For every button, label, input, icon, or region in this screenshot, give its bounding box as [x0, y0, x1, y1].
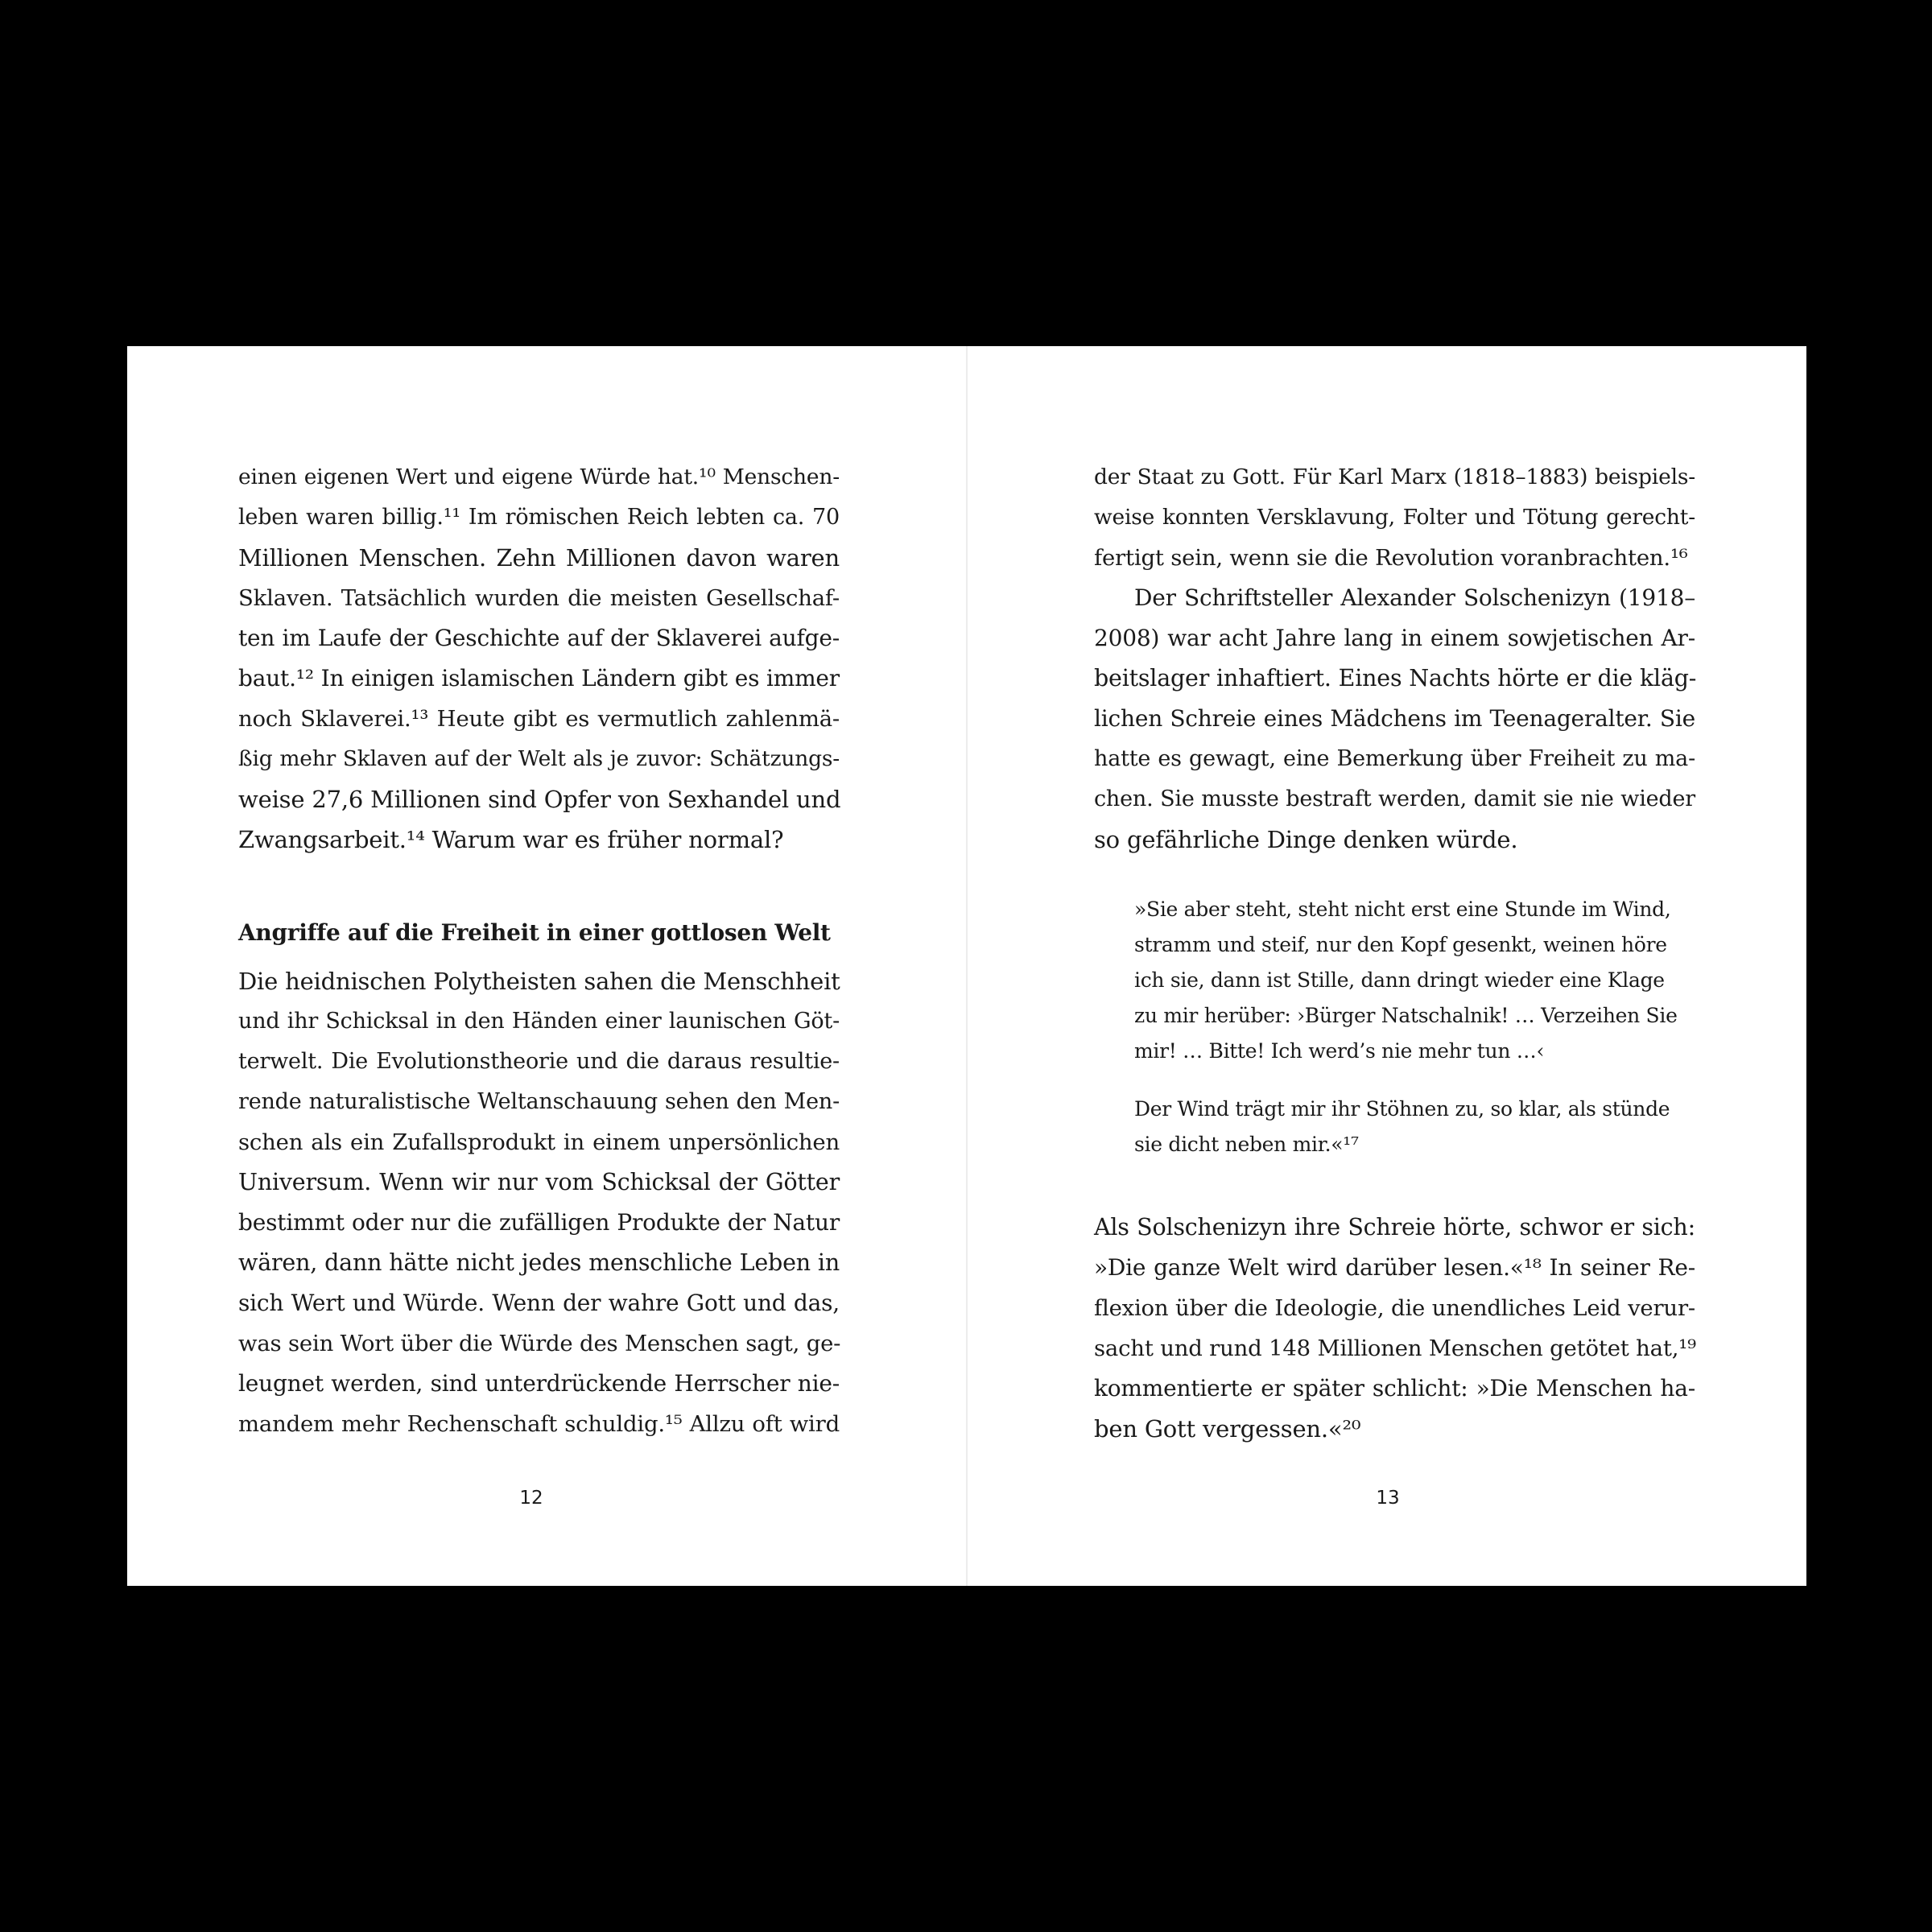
quote-line: mir! … Bitte! Ich werd’s nie mehr tun …‹: [1134, 1039, 1545, 1063]
quote-line: sie dicht neben mir.«¹⁷: [1134, 1133, 1359, 1156]
text-line: Sklaven. Tatsächlich wurden die meisten Gesellschaf-: [238, 585, 840, 611]
text-line: leugnet werden, sind unterdrückende Herrscher nie-: [238, 1370, 840, 1397]
text-line: chen. Sie musste bestraft werden, damit sie nie wieder: [1094, 786, 1695, 811]
text-line: leben waren billig.¹¹ Im römischen Reich lebten ca. 70: [238, 505, 840, 530]
text-line: und ihr Schicksal in den Händen einer launischen Göt-: [238, 1009, 840, 1034]
text-line: Der Schriftsteller Alexander Solschenizyn (1918–: [1134, 584, 1695, 611]
text-line: 2008) war acht Jahre lang in einem sowjetischen Ar-: [1094, 625, 1695, 651]
left-text-column: [238, 457, 840, 1444]
quote-gap: [1134, 1069, 1695, 1092]
page-number: 13: [1376, 1488, 1400, 1509]
quote-line: ich sie, dann ist Stille, dann dringt wieder eine Klage: [1134, 968, 1665, 992]
text-line: beitslager inhaftiert. Eines Nachts hörte er die kläg-: [1094, 665, 1697, 691]
text-line: baut.¹² In einigen islamischen Ländern gibt es immer: [238, 665, 840, 691]
text-line: sich Wert und Würde. Wenn der wahre Gott und das,: [238, 1290, 840, 1316]
text-line: terwelt. Die Evolutionstheorie und die daraus resultie-: [238, 1049, 840, 1074]
text-line: bestimmt oder nur die zufälligen Produkte der Natur: [238, 1209, 840, 1236]
section-heading: Angriffe auf die Freiheit in einer gottlosen Welt: [238, 919, 831, 946]
text-line: ten im Laufe der Geschichte auf der Sklaverei aufge-: [238, 625, 840, 651]
text-line: lichen Schreie eines Mädchens im Teenageralter. Sie: [1094, 705, 1695, 732]
text-line: einen eigenen Wert und eigene Würde hat.¹⁰ Menschen-: [238, 464, 840, 489]
text-line: Als Solschenizyn ihre Schreie hörte, schwor er sich:: [1094, 1214, 1695, 1241]
text-line: rende naturalistische Weltanschauung sehen den Men-: [238, 1089, 840, 1114]
text-line: Zwangsarbeit.¹⁴ Warum war es früher normal?: [238, 826, 784, 853]
quote-line: zu mir herüber: ›Bürger Natschalnik! … Verzeihen Sie: [1134, 1004, 1678, 1027]
text-line: noch Sklaverei.¹³ Heute gibt es vermutlich zahlenmä-: [238, 706, 840, 732]
text-line: sacht und rund 148 Millionen Menschen getötet hat,¹⁹: [1094, 1335, 1696, 1361]
book-spread: [127, 346, 1806, 1586]
text-line: kommentierte er später schlicht: »Die Menschen ha-: [1094, 1375, 1695, 1402]
text-line: mandem mehr Rechenschaft schuldig.¹⁵ Allzu oft wird: [238, 1411, 840, 1437]
text-line: hatte es gewagt, eine Bemerkung über Freiheit zu ma-: [1094, 746, 1695, 771]
text-line: fertigt sein, wenn sie die Revolution voranbrachten.¹⁶: [1094, 545, 1688, 571]
paragraph: [1094, 1208, 1695, 1449]
text-line: schen als ein Zufallsprodukt in einem unpersönlichen: [238, 1129, 840, 1155]
text-line: Millionen Menschen. Zehn Millionen davon waren: [238, 544, 840, 572]
paragraph: [1094, 457, 1695, 578]
left-page: [127, 346, 966, 1586]
text-line: ßig mehr Sklaven auf der Welt als je zuvor: Schätzungs-: [238, 746, 840, 771]
text-line: der Staat zu Gott. Für Karl Marx (1818–1883) beispiels-: [1094, 464, 1695, 489]
text-line: flexion über die Ideologie, die unendliches Leid verur-: [1094, 1295, 1695, 1321]
right-page: [968, 346, 1806, 1586]
text-line: was sein Wort über die Würde des Menschen sagt, ge-: [238, 1331, 841, 1356]
paragraph: [1094, 578, 1695, 860]
text-line: ben Gott vergessen.«²⁰: [1094, 1415, 1361, 1443]
quote-line: stramm und steif, nur den Kopf gesenkt, weinen höre: [1134, 933, 1667, 956]
block-quote: [1134, 892, 1695, 1162]
text-line: wären, dann hätte nicht jedes menschliche Leben in: [238, 1249, 840, 1276]
right-text-column: [1094, 457, 1695, 1449]
quote-line: »Sie aber steht, steht nicht erst eine Stunde im Wind,: [1134, 898, 1671, 921]
text-line: so gefährliche Dinge denken würde.: [1094, 826, 1518, 853]
quote-line: Der Wind trägt mir ihr Stöhnen zu, so klar, als stünde: [1134, 1097, 1670, 1121]
paragraph: [238, 457, 840, 860]
text-line: weise konnten Versklavung, Folter und Tötung gerecht-: [1094, 505, 1695, 530]
text-line: weise 27,6 Millionen sind Opfer von Sexhandel und: [238, 786, 841, 813]
paragraph: [238, 961, 840, 1444]
page-number: 12: [519, 1488, 543, 1509]
text-line: Die heidnischen Polytheisten sahen die Menschheit: [238, 968, 840, 995]
text-line: Universum. Wenn wir nur vom Schicksal der Götter: [238, 1169, 840, 1195]
text-line: »Die ganze Welt wird darüber lesen.«¹⁸ In seiner Re-: [1094, 1254, 1695, 1281]
